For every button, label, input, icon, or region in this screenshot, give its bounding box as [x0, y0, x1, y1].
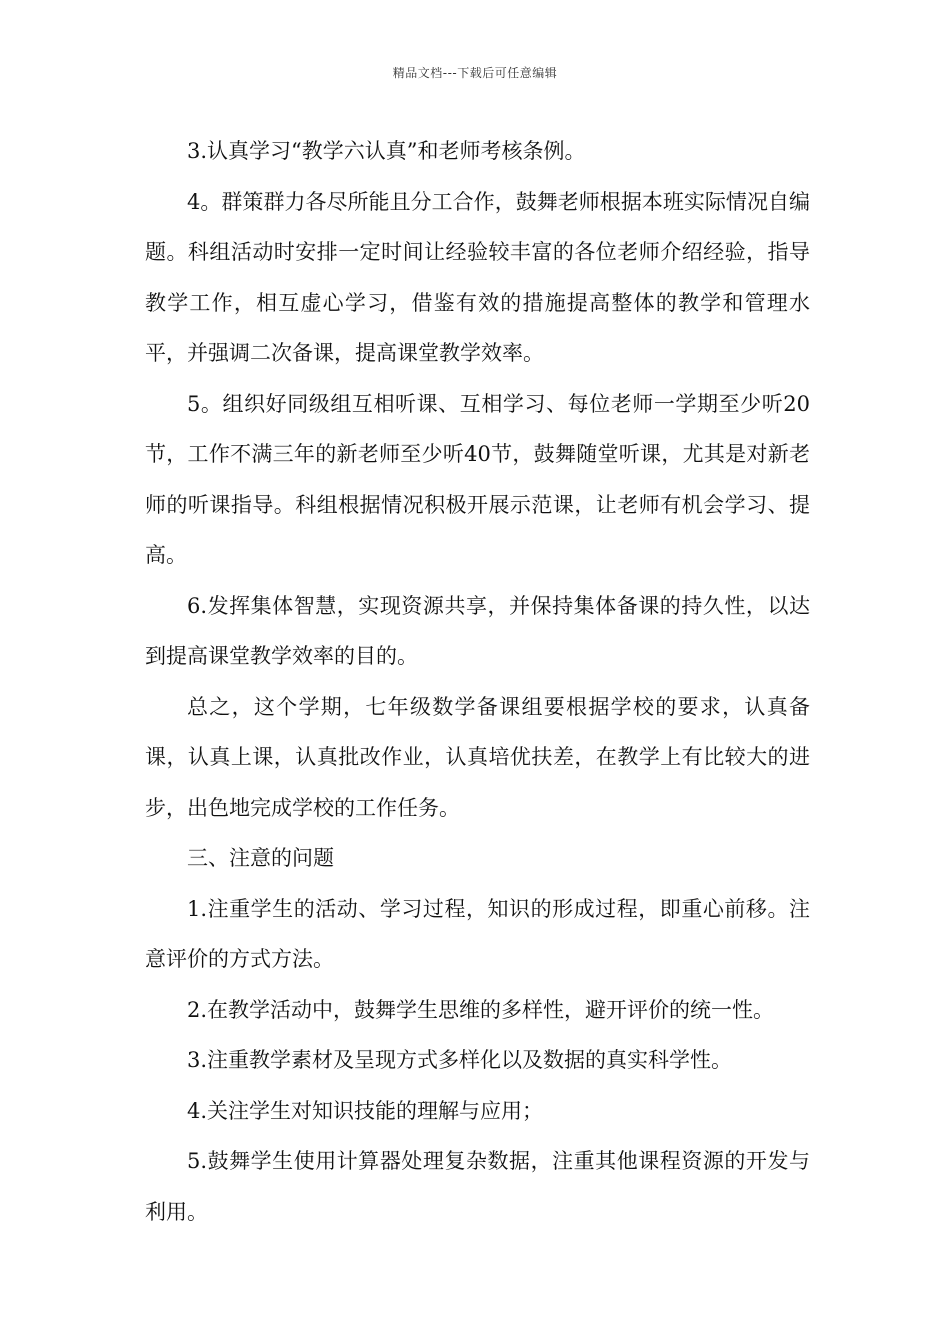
issue-item-3: 3.注重教学素材及呈现方式多样化以及数据的真实科学性。	[187, 1048, 733, 1072]
page-header: 精品文档---下载后可任意编辑	[392, 66, 558, 80]
issue-item-4: 4.关注学生对知识技能的理解与应用；	[187, 1098, 544, 1123]
issue-item-1: 1.注重学生的活动、学习过程，知识的形成过程，即重心前移。注意评价的方式方法。	[145, 896, 810, 971]
issue-item-2: 2.在教学活动中，鼓舞学生思维的多样性，避开评价的统一性。	[187, 997, 775, 1022]
paragraph-item-3: 3.认真学习“教学六认真”和老师考核条例。	[187, 139, 586, 163]
paragraph-summary: 总之，这个学期，七年级数学备课组要根据学校的要求，认真备课，认真上课，认真批改作业，认真培优扶差，在教学上有比较大的进步，出色地完成学校的工作任务。	[145, 694, 810, 820]
paragraph-item-6: 6.发挥集体智慧，实现资源共享，并保持集体备课的持久性，以达到提高课堂教学效率的目的。	[145, 593, 810, 668]
issue-item-5: 5.鼓舞学生使用计算器处理复杂数据，注重其他课程资源的开发与利用。	[145, 1149, 810, 1224]
document-body	[145, 126, 810, 1237]
paragraph-item-4: 4。群策群力各尽所能且分工合作，鼓舞老师根据本班实际情况自编题。科组活动时安排一定时间让经验较丰富的各位老师介绍经验，指导教学工作，相互虚心学习，借鉴有效的措施提高整体的教学和管理水平，并强调二次备课，提高课堂教学效率。	[145, 189, 810, 365]
paragraph-item-5: 5。组织好同级组互相听课、互相学习、每位老师一学期至少听20节，工作不满三年的新老师至少听40节，鼓舞随堂听课，尤其是对新老师的听课指导。科组根据情况积极开展示范课，让老师有机会学习、提高。	[145, 391, 810, 567]
section-heading: 三、注意的问题	[187, 846, 334, 870]
